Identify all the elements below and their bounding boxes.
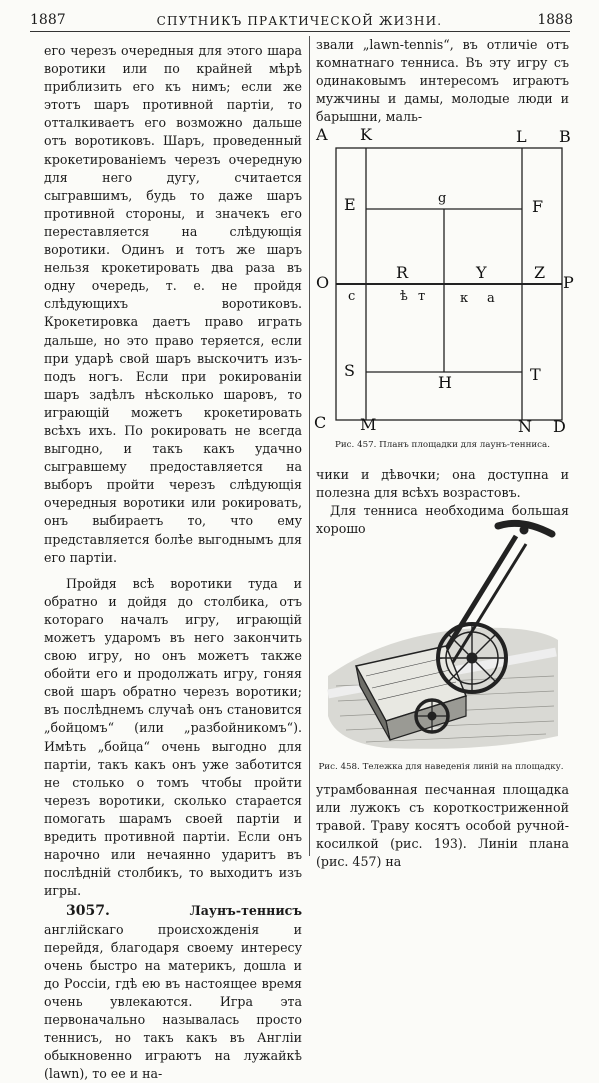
page-number-left: 1887 bbox=[30, 12, 66, 28]
label-yat: ѣ bbox=[400, 289, 408, 304]
right-column-top bbox=[316, 36, 569, 126]
label-c: c bbox=[348, 289, 356, 304]
label-E: E bbox=[344, 195, 356, 214]
section-number: 3057. bbox=[66, 903, 110, 920]
label-P: P bbox=[563, 273, 574, 292]
label-D: D bbox=[553, 417, 566, 436]
line-marker-cart-figure bbox=[326, 516, 560, 756]
label-H: H bbox=[438, 373, 452, 392]
section-heading: Лаунъ-теннисъ bbox=[189, 903, 302, 919]
label-M: M bbox=[360, 415, 377, 434]
page-number-right: 1888 bbox=[537, 12, 573, 28]
paragraph-children: чики и дѣвочки; она доступна и полезна для всѣхъ возрастовъ. bbox=[316, 467, 569, 501]
cart-wheel-small bbox=[416, 700, 448, 732]
label-A: A bbox=[316, 125, 328, 144]
label-k: к bbox=[460, 291, 469, 306]
label-R: R bbox=[396, 263, 409, 282]
label-B: B bbox=[559, 127, 571, 146]
label-t: т bbox=[418, 289, 426, 304]
figure-457-caption: Рис. 457. Планъ площадки для лаунъ-тенниса. bbox=[335, 440, 550, 450]
right-column-bottom bbox=[316, 781, 569, 871]
label-L: L bbox=[516, 127, 527, 146]
label-S: S bbox=[344, 361, 355, 380]
label-C: C bbox=[314, 413, 327, 432]
header-rule bbox=[30, 31, 570, 32]
label-T: T bbox=[530, 365, 541, 384]
figure-458-caption: Рис. 458. Тележка для наведенія линій на площадку. bbox=[318, 762, 564, 772]
label-O: O bbox=[316, 273, 330, 292]
section-body: англійскаго происхожденія и перейдя, благодаря своему интересу очень быстро на материкъ, дошла и до Россіи, гдѣ ею въ настоящее время очень увлекаются. Игра эта первоначально называлась просто теннисъ, но такъ какъ въ Англіи обыкновенно играютъ на лужайкѣ (lawn), то ее и на- bbox=[44, 921, 302, 1082]
running-header bbox=[0, 6, 599, 28]
paragraph-court-surface: утрамбованная песчанная площадка или лужокъ съ короткостриженной травой. Траву косятъ особой ручной-косилкой (рис. 193). Линіи плана (рис. 457) на bbox=[316, 782, 569, 870]
cart-wheel-large bbox=[438, 624, 506, 692]
paragraph-court-needs: Для тенниса необходима большая хорошо bbox=[316, 503, 569, 537]
court-plan-figure bbox=[310, 122, 572, 440]
running-title: СПУТНИКЪ ПРАКТИЧЕСКОЙ ЖИЗНИ. bbox=[156, 14, 443, 28]
label-a: а bbox=[487, 291, 495, 306]
left-column bbox=[44, 42, 302, 1083]
label-F: F bbox=[532, 197, 544, 216]
label-g: g bbox=[438, 191, 447, 206]
label-Y: Y bbox=[476, 263, 487, 282]
paragraph-lawn-tennis-cont: звали „lawn-tennis“, въ отличіе отъ комнатнаго тенниса. Въ эту игру съ одинаковымъ интересомъ играютъ мужчины и дамы, молодые люди и барышни, маль- bbox=[316, 37, 569, 125]
paragraph-croquet-1: его черезъ очередныя для этого шара воротики или по крайней мѣрѣ приблизить его къ нимъ; если же этотъ шаръ противной партіи, то отталкиваетъ его возможно дальше отъ воротиковъ. Шаръ, проведенный крокетированіемъ черезъ очередную для него дугу, считается сыгравшимъ, будь то даже шаръ противной стороны, и значекъ его переставляется на слѣдующія воротики. Одинъ и тотъ же шаръ нельзя крокетировать два раза въ одну очередь, т. е. не пройдя слѣдующихъ воротиковъ. Крокетировка даетъ право играть дальше, но это право теряется, если при ударѣ свой шаръ выскочитъ изъ-подъ ногъ. Если при рокированіи шаръ задѣлъ нѣсколько шаровъ, то играющій можетъ крокетировать всѣхъ ихъ. По рокировать не всегда выгодно, и такъ какъ удачно сыгравшему предоставляется на выборъ пройти черезъ слѣдующія очередныя воротики или рокировать, онъ выбираетъ то, что ему представляется болѣе выгоднымъ для его партіи. bbox=[44, 43, 302, 565]
paragraph-lawn-tennis bbox=[44, 902, 302, 1083]
label-K: K bbox=[360, 125, 372, 144]
label-Z: Z bbox=[534, 263, 546, 282]
paragraph-croquet-2: Пройдя всѣ воротики туда и обратно и дойдя до столбика, отъ котораго началъ игру, играющій можетъ ударомъ въ него закончить свою игру, но онъ можетъ также обойти его и продолжать игру, гоняя свой шаръ обратно черезъ воротики; въ послѣднемъ случаѣ онъ становится „бойцомъ“ (или „разбойникомъ“). Имѣть „бойца“ очень выгодно для партіи, такъ какъ онъ уже заботится не столько о томъ чтобы пройти черезъ воротики, сколько старается помогать шарамъ своей партіи и вредить противной партіи. Если онъ нарочно или нечаянно ударитъ въ послѣдній столбикъ, то выходитъ изъ игры. bbox=[44, 575, 302, 899]
label-N: N bbox=[518, 417, 532, 436]
